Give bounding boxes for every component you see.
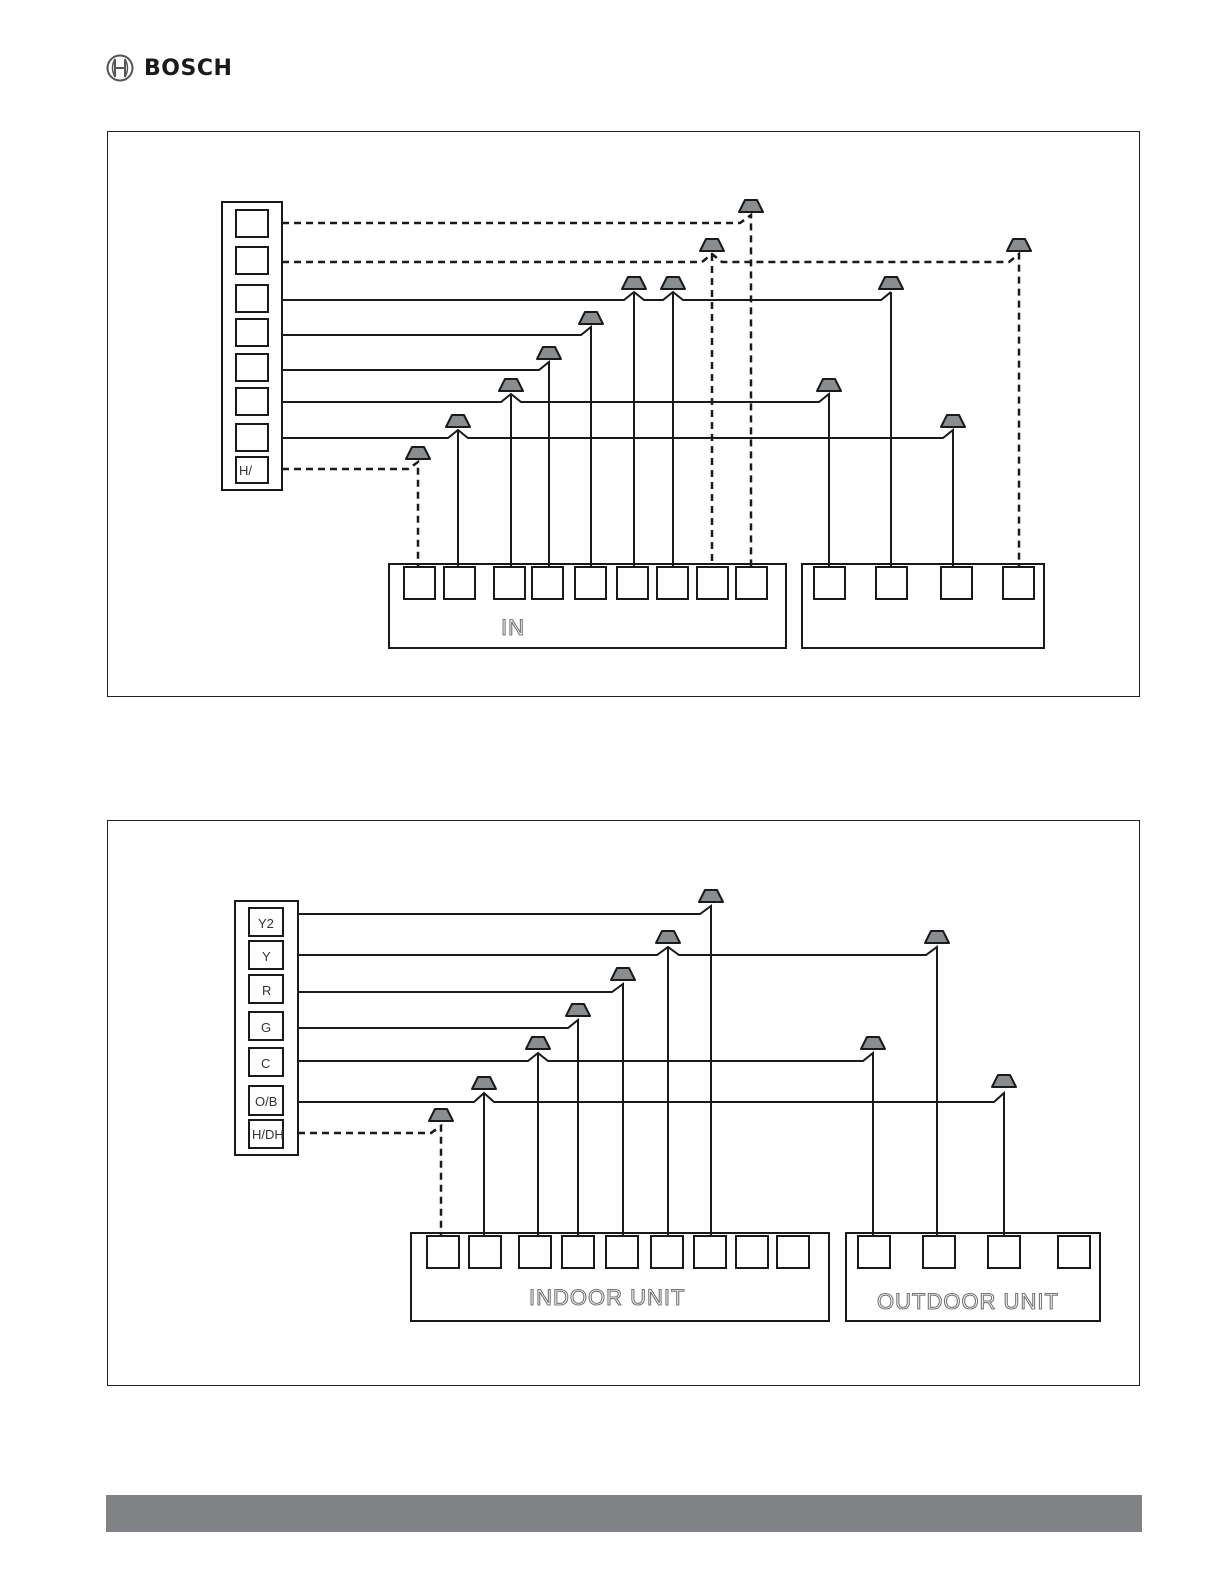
indoor-terminal <box>444 567 475 599</box>
outdoor-terminal <box>858 1236 890 1268</box>
wire-nut-icon <box>861 1037 885 1049</box>
header <box>106 52 232 84</box>
outdoor-terminal <box>988 1236 1020 1268</box>
indoor-terminal <box>575 567 606 599</box>
indoor-terminal <box>427 1236 459 1268</box>
outdoor-terminal <box>941 567 972 599</box>
wire-nut-icon <box>622 277 646 289</box>
indoor-terminal <box>532 567 563 599</box>
indoor-terminal <box>697 567 728 599</box>
thermostat-terminal-label-c: C <box>261 1056 271 1071</box>
wire-nut-icon <box>526 1037 550 1049</box>
indoor-terminal <box>469 1236 501 1268</box>
thermostat-terminal <box>236 285 268 312</box>
indoor-terminal <box>606 1236 638 1268</box>
thermostat-terminal <box>236 247 268 274</box>
wire-nut-icon <box>429 1109 453 1121</box>
wire <box>282 394 829 567</box>
indoor-terminal <box>404 567 435 599</box>
brand-name: BOSCH <box>144 55 233 81</box>
indoor-unit-box <box>389 564 786 648</box>
wire-nut-connectors <box>406 200 1031 459</box>
wire-nut-icon <box>537 347 561 359</box>
wire-nut-icon <box>566 1004 590 1016</box>
outdoor-terminal <box>1058 1236 1090 1268</box>
wire-nut-icon <box>925 931 949 943</box>
wire-y <box>298 947 937 1236</box>
wire-nut-icon <box>579 312 603 324</box>
thermostat-terminal <box>236 319 268 346</box>
thermostat-terminal-label-y2: Y2 <box>258 916 274 931</box>
wire-nut-icon <box>700 239 724 251</box>
thermostat-terminal <box>236 388 268 415</box>
wire-c <box>298 1053 873 1236</box>
indoor-terminal <box>617 567 648 599</box>
thermostat-terminal-label-g: G <box>261 1020 272 1035</box>
wire <box>634 292 891 567</box>
wire-nut-icon <box>941 415 965 427</box>
thermostat-terminal-label-hdh: H/DH <box>252 1127 284 1142</box>
wire-nut-icon <box>1007 239 1031 251</box>
wire <box>282 327 591 567</box>
thermostat-terminal <box>236 424 268 451</box>
indoor-terminal <box>519 1236 551 1268</box>
outdoor-unit-box <box>802 564 1044 648</box>
indoor-terminal <box>651 1236 683 1268</box>
footer-bar <box>106 1495 1142 1532</box>
thermostat-terminal <box>236 210 268 237</box>
thermostat-terminal <box>236 354 268 381</box>
outdoor-terminal <box>876 567 907 599</box>
outdoor-terminal <box>923 1236 955 1268</box>
bosch-armature-icon <box>106 54 134 82</box>
outdoor-unit-label: OUTDOOR UNIT <box>877 1289 1059 1314</box>
indoor-unit-label: INDOOR UNIT <box>529 1285 686 1310</box>
wire-nut-icon <box>472 1077 496 1089</box>
wire-nut-icon <box>739 200 763 212</box>
indoor-terminal <box>657 567 688 599</box>
outdoor-terminal <box>814 567 845 599</box>
indoor-terminal <box>562 1236 594 1268</box>
wire-nut-icon <box>446 415 470 427</box>
wire-ob <box>298 1093 1004 1236</box>
indoor-terminal <box>694 1236 726 1268</box>
dashed-wire-hdh <box>298 1126 441 1236</box>
diagram-1-canvas <box>108 132 1141 698</box>
thermostat-terminal-label-ob: O/B <box>255 1094 278 1109</box>
wire-nut-icon <box>817 379 841 391</box>
wire-nut-connectors <box>429 890 1016 1121</box>
wiring-diagram-2 <box>107 820 1140 1386</box>
wire-nut-icon <box>499 379 523 391</box>
dashed-wire <box>282 462 418 567</box>
wire-g <box>298 1020 578 1236</box>
wiring-diagram-1 <box>107 131 1140 697</box>
indoor-terminal <box>736 567 767 599</box>
thermostat-terminal-label: H/ <box>239 463 252 478</box>
indoor-terminal <box>736 1236 768 1268</box>
wire <box>282 430 953 567</box>
wire-nut-icon <box>879 277 903 289</box>
wire-nut-icon <box>656 931 680 943</box>
wire-nut-icon <box>699 890 723 902</box>
wire-nut-icon <box>406 447 430 459</box>
wire <box>282 292 891 300</box>
outdoor-terminal <box>1003 567 1034 599</box>
thermostat-terminal-label-r: R <box>262 983 272 998</box>
wire-nut-icon <box>992 1075 1016 1087</box>
wire-nut-icon <box>661 277 685 289</box>
indoor-terminal <box>777 1236 809 1268</box>
thermostat-terminal-label-y: Y <box>262 949 271 964</box>
indoor-terminal <box>494 567 525 599</box>
diagram-2-canvas <box>108 821 1141 1387</box>
indoor-unit-label: IN <box>501 615 525 640</box>
wire-nut-icon <box>611 968 635 980</box>
